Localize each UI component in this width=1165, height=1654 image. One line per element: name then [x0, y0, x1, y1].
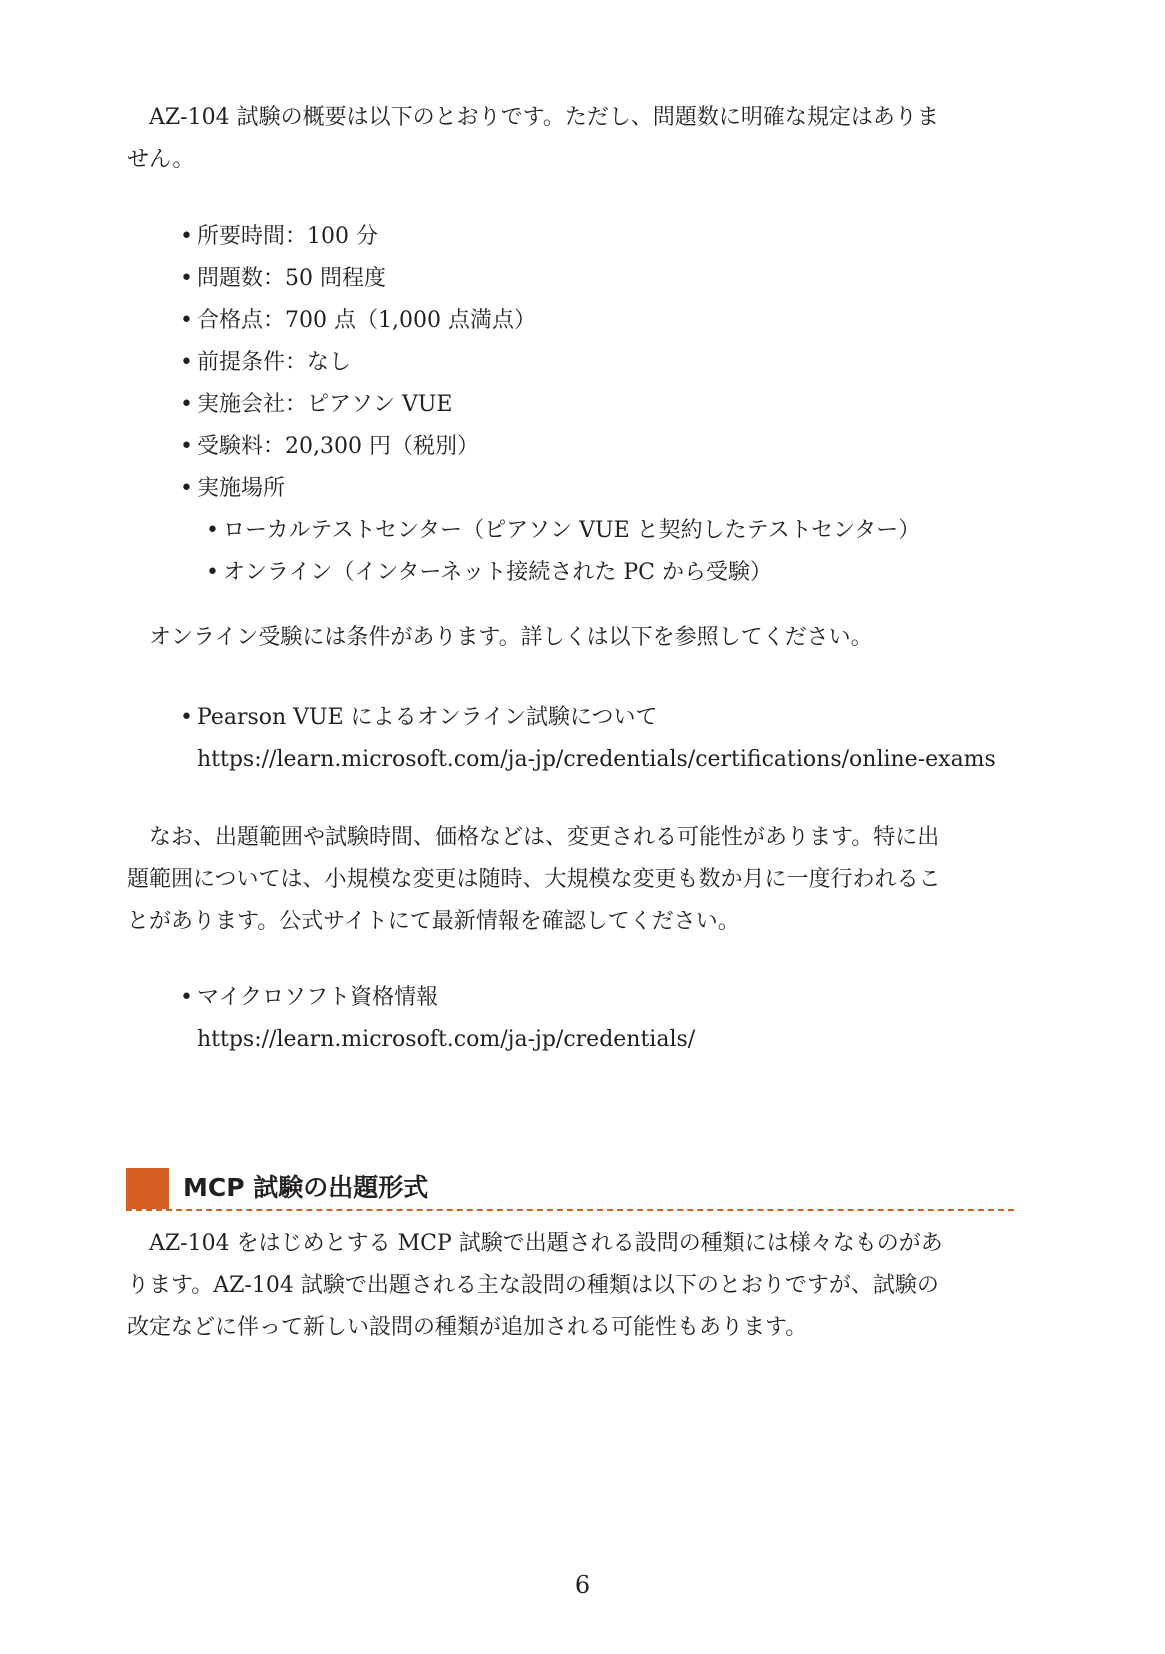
cert-link-list — [180, 977, 695, 1061]
list-item — [180, 258, 920, 300]
exam-detail-duration: 所要時間：100 分 — [197, 224, 378, 249]
list-item — [180, 342, 920, 384]
list-item — [180, 468, 920, 510]
bullet-icon: • — [180, 985, 193, 1010]
cert-info-link-url[interactable]: https://learn.microsoft.com/ja-jp/credentials/ — [197, 1027, 696, 1052]
change-note-paragraph — [127, 817, 1013, 943]
list-item — [180, 697, 996, 781]
format-line-2: ります。AZ-104 試験で出題される主な設問の種類は以下のとおりですが、試験の — [127, 1273, 939, 1298]
intro-line-2: せん。 — [127, 147, 195, 172]
page-number: 6 — [574, 1571, 591, 1599]
online-link-list — [180, 697, 996, 781]
bullet-icon: • — [206, 560, 219, 585]
exam-detail-question-count: 問題数：50 問程度 — [197, 266, 386, 291]
exam-details-list — [180, 216, 920, 594]
exam-detail-passing-score: 合格点：700 点（1,000 点満点） — [197, 308, 536, 333]
list-item — [206, 510, 920, 552]
change-note-line-3: とがあります。公式サイトにて最新情報を確認してください。 — [127, 909, 740, 934]
change-note-line-1: なお、出題範囲や試験時間、価格などは、変更される可能性があります。特に出 — [149, 825, 940, 850]
list-item — [180, 384, 920, 426]
format-paragraph — [127, 1223, 1013, 1349]
bullet-icon: • — [180, 266, 193, 291]
bullet-icon: • — [180, 705, 193, 730]
format-line-3: 改定などに伴って新しい設問の種類が追加される可能性もあります。 — [127, 1315, 808, 1340]
exam-detail-provider: 実施会社：ピアソン VUE — [197, 392, 453, 417]
intro-line-1: AZ-104 試験の概要は以下のとおりです。ただし、問題数に明確な規定はありま — [149, 105, 939, 130]
section-heading-rule — [126, 1209, 1014, 1211]
exam-detail-fee: 受験料：20,300 円（税別） — [197, 434, 479, 459]
online-note-text: オンライン受験には条件があります。詳しくは以下を参照してください。 — [149, 625, 873, 650]
online-note-paragraph — [127, 617, 1013, 659]
list-item — [180, 426, 920, 468]
list-item — [180, 977, 695, 1061]
exam-detail-prerequisites: 前提条件：なし — [197, 350, 352, 375]
change-note-line-2: 題範囲については、小規模な変更は随時、大規模な変更も数か月に一度行われるこ — [127, 867, 941, 892]
location-online: オンライン（インターネット接続された PC から受験） — [223, 560, 772, 585]
list-item — [180, 300, 920, 342]
bullet-icon: • — [180, 224, 193, 249]
section-title: MCP 試験の出題形式 — [183, 1173, 429, 1202]
bullet-icon: • — [180, 350, 193, 375]
online-exam-link-url[interactable]: https://learn.microsoft.com/ja-jp/credentials/certifications/online-exams — [197, 747, 996, 772]
bullet-icon: • — [180, 434, 193, 459]
bullet-icon: • — [180, 308, 193, 333]
section-heading — [126, 1168, 1014, 1212]
format-line-1: AZ-104 をはじめとする MCP 試験で出題される設問の種類には様々なものがあ — [149, 1231, 943, 1256]
list-item — [206, 552, 920, 594]
list-item — [180, 216, 920, 258]
intro-paragraph — [127, 97, 1013, 181]
exam-detail-location: 実施場所 — [197, 476, 286, 501]
bullet-icon: • — [206, 518, 219, 543]
section-heading-marker — [126, 1168, 169, 1209]
location-test-center: ローカルテストセンター（ピアソン VUE と契約したテストセンター） — [223, 518, 921, 543]
online-exam-link-label: Pearson VUE によるオンライン試験について — [197, 705, 658, 730]
bullet-icon: • — [180, 476, 193, 501]
cert-info-link-label: マイクロソフト資格情報 — [197, 985, 439, 1010]
bullet-icon: • — [180, 392, 193, 417]
